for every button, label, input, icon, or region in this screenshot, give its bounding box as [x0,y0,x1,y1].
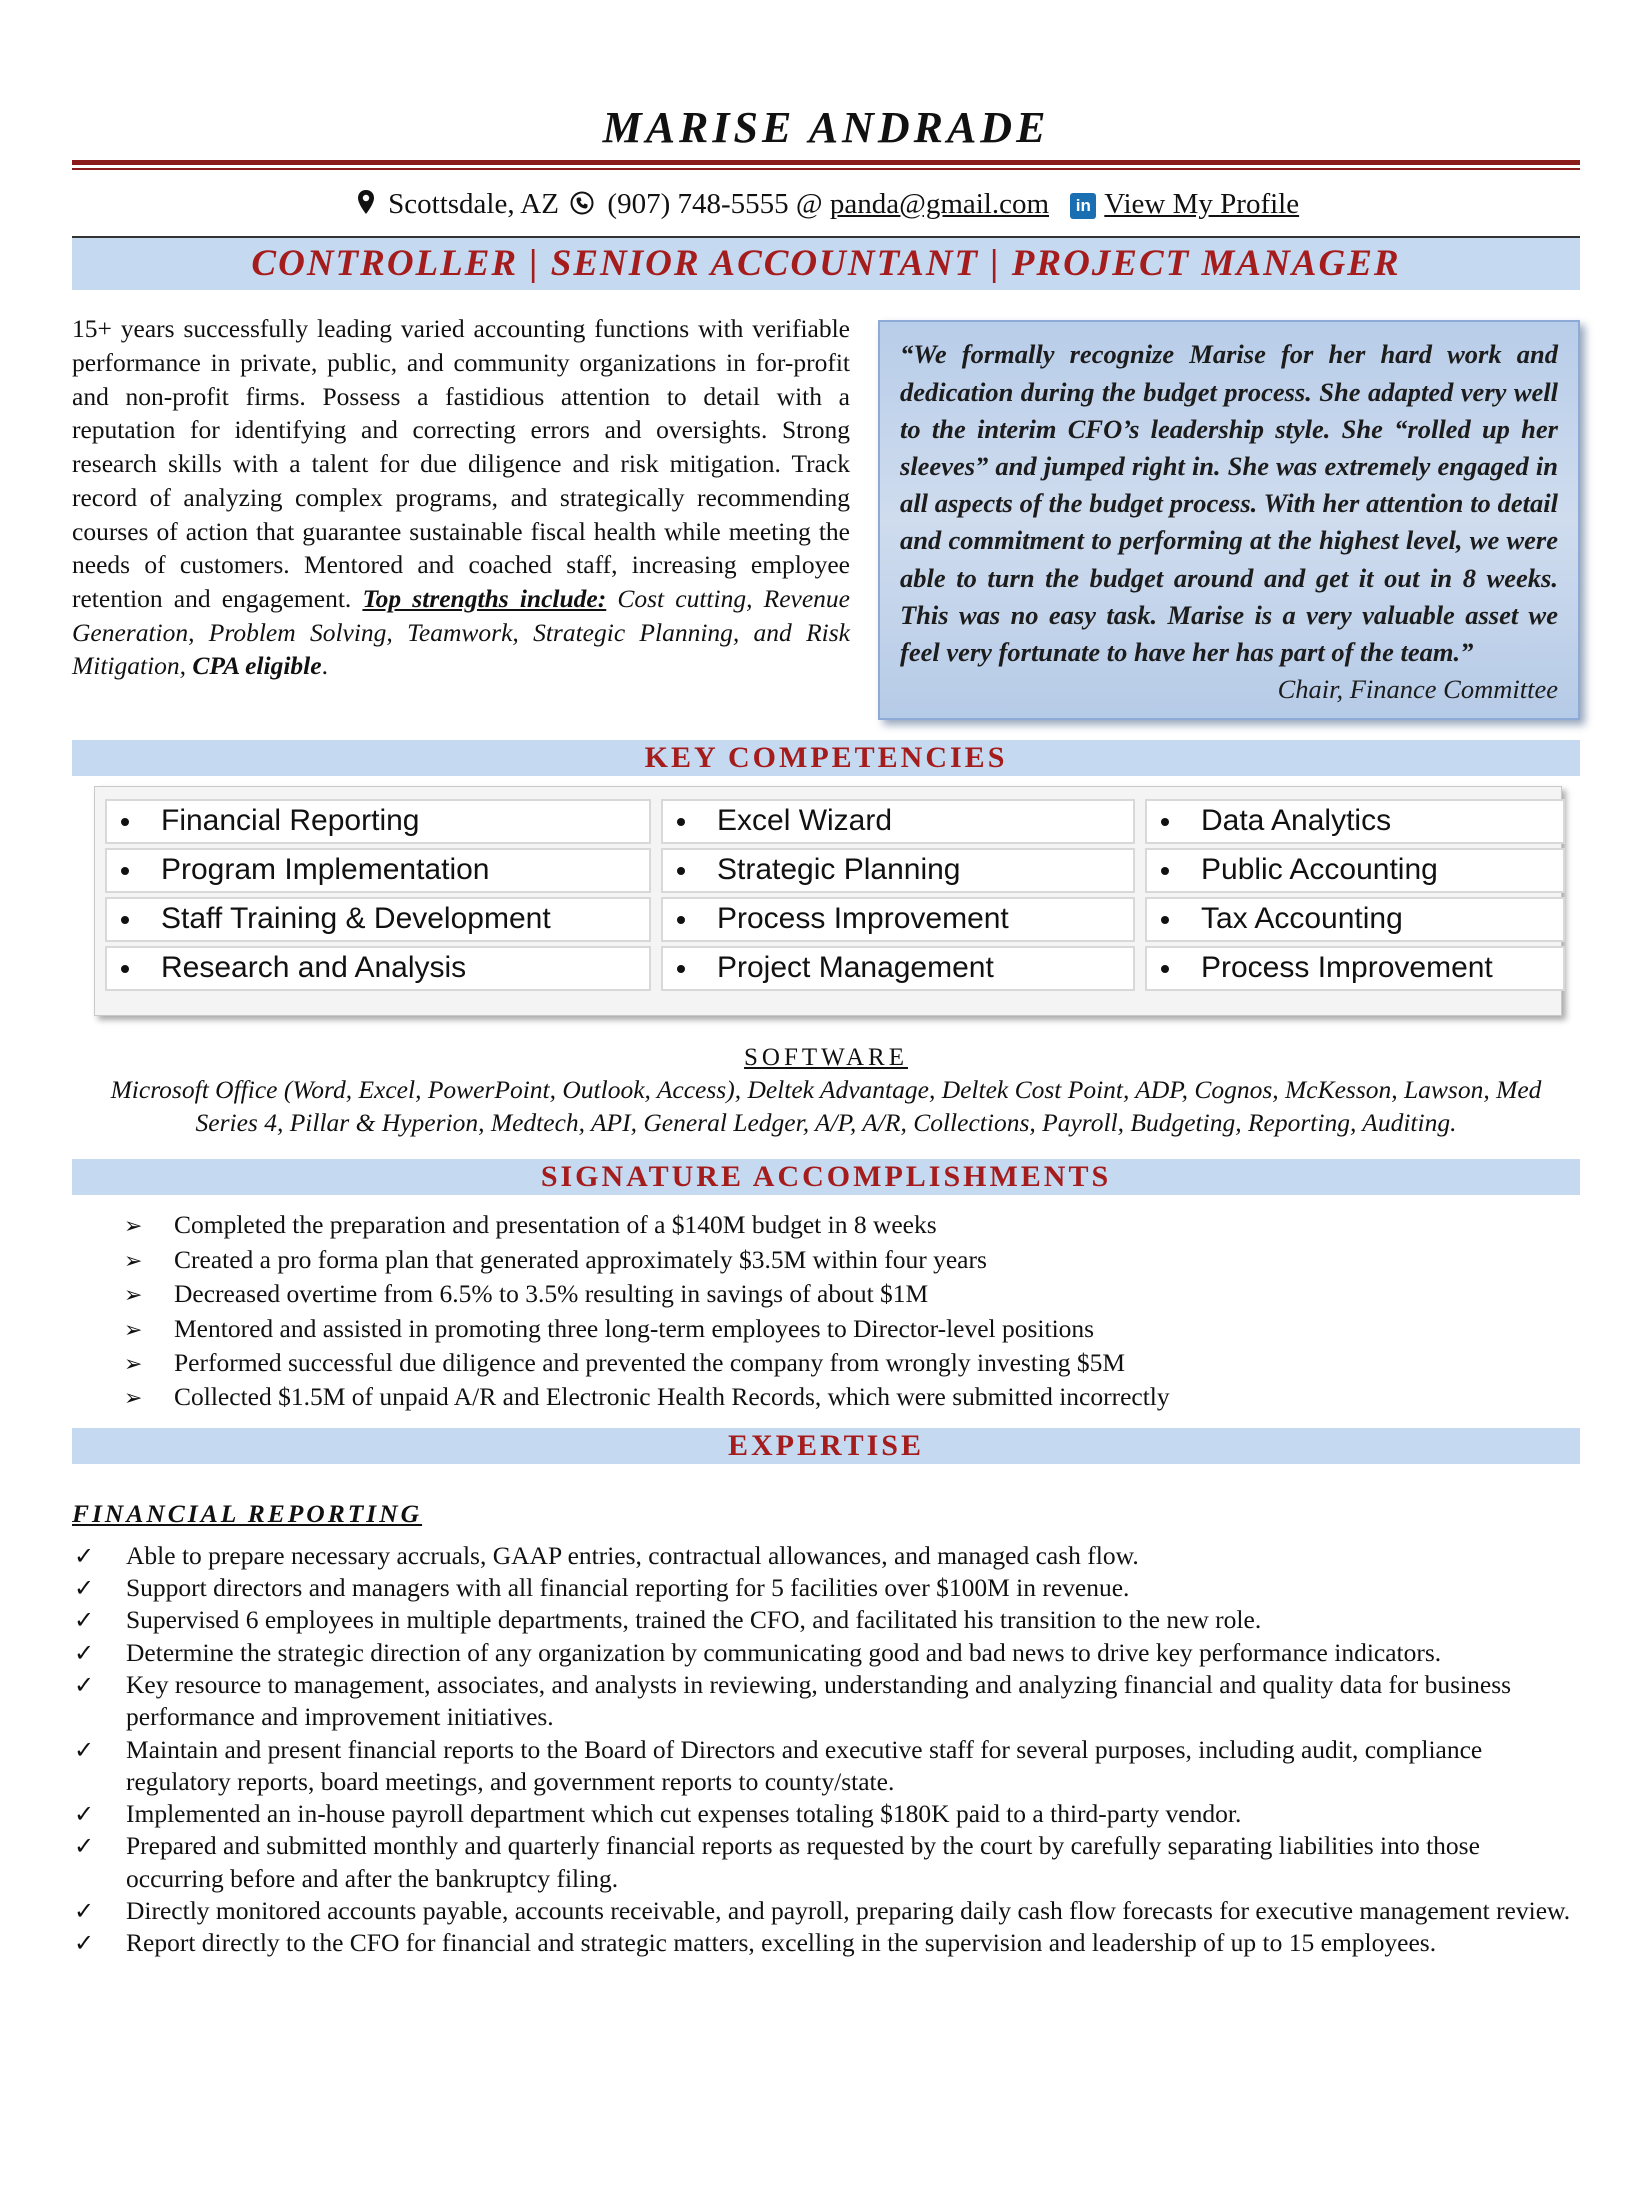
software-heading: SOFTWARE [744,1044,908,1072]
expertise-text: Prepared and submitted monthly and quarterly financial reports as requested by the court by carefully separating liabilities into those occurring before and after the bankruptcy filing. [126,1831,1480,1893]
expertise-text: Able to prepare necessary accruals, GAAP entries, contractual allowances, and managed cash flow. [126,1540,1139,1570]
arrow-bullet-icon: ➢ [124,1386,143,1412]
expertise-item [72,1734,1580,1799]
expertise-text: Support directors and managers with all financial reporting for 5 facilities over $100M in revenue. [126,1573,1130,1603]
competency-label: Excel Wizard [717,804,893,838]
expertise-list [72,1540,1580,1960]
check-icon: ✓ [74,1574,95,1603]
expertise-item [72,1798,1580,1830]
financial-reporting-subheading: FINANCIAL REPORTING [72,1498,423,1528]
bullet-dot-icon [121,916,129,924]
competency-label: Financial Reporting [161,804,420,838]
accomplishment-text: Collected $1.5M of unpaid A/R and Electronic Health Records, which were submitted incorrectly [174,1382,1170,1412]
check-icon: ✓ [74,1606,95,1635]
arrow-bullet-icon: ➢ [124,1283,143,1309]
accomplishment-item [124,1313,1580,1347]
expertise-item [72,1895,1580,1927]
expertise-text: Report directly to the CFO for financial and strategic matters, excelling in the supervision and leadership of up to 15 employees. [126,1928,1437,1958]
summary-paragraph [72,312,850,720]
check-icon: ✓ [74,1541,95,1570]
bullet-dot-icon [677,916,685,924]
expertise-item [72,1669,1580,1734]
competency-item [105,946,651,991]
strengths-list: Cost cutting, Revenue Generation, Problem Solving, Teamwork, Strategic Planning, and Risk Mitigation, [72,583,850,681]
candidate-name: MARISE ANDRADE [602,103,1050,152]
competency-item [661,897,1135,942]
expertise-item [72,1927,1580,1959]
competency-item [105,848,651,893]
check-icon: ✓ [74,1929,95,1958]
accomplishments-heading: SIGNATURE ACCOMPLISHMENTS [72,1159,1580,1195]
accomplishment-item [124,1244,1580,1278]
software-list: Microsoft Office (Word, Excel, PowerPoint, Outlook, Access), Deltek Advantage, Deltek Cost Point, ADP, Cognos, McKesson, Lawson, Med Series 4, Pillar & Hyperion, Medtech, API, General Ledger, A/P, A/R, Collections, Payroll, Budgeting, Reporting, Auditing. [110,1075,1542,1137]
summary-end: . [321,651,328,681]
expertise-text: Supervised 6 employees in multiple departments, trained the CFO, and facilitated his transition to the new role. [126,1605,1262,1635]
expertise-text: Key resource to management, associates, and analysts in reviewing, understanding and analyzing financial and quality data for business performance and improvement initiatives. [126,1669,1512,1732]
competency-label: Process Improvement [717,902,1009,936]
expertise-item [72,1572,1580,1604]
competency-label: Project Management [717,951,994,985]
header-rule-thick [72,160,1580,165]
intro-section [72,312,1580,720]
check-icon: ✓ [74,1735,95,1764]
bullet-dot-icon [1161,916,1169,924]
bullet-dot-icon [1161,867,1169,875]
header-rule-thin [72,168,1580,170]
profile-link[interactable]: View My Profile [1104,188,1300,220]
at-symbol: @ [795,188,823,220]
testimonial-quote: “We formally recognize Marise for her hard work and dedication during the budget process. She adapted very well to the interim CFO’s leadership style. She “rolled up her sleeves” and jumped right in. She was extremely engaged in all aspects of the budget process. With her attention to detail and commitment to performing at the highest level, we were able to turn the budget around and get it out in 8 weeks. This was no easy task. Marise is a very valuable asset we feel very fortunate to have her has part of the team.” [900,339,1558,667]
expertise-text: Determine the strategic direction of any organization by communicating good and bad news to drive key performance indicators. [126,1637,1442,1667]
expertise-item [72,1637,1580,1669]
testimonial-attribution: Chair, Finance Committee [1277,674,1558,705]
bullet-dot-icon [1161,818,1169,826]
competency-item [1145,799,1565,844]
accomplishment-text: Completed the preparation and presentation of a $140M budget in 8 weeks [174,1210,937,1240]
competency-item [105,897,651,942]
accomplishment-item [124,1278,1580,1312]
expertise-heading: EXPERTISE [72,1428,1580,1464]
competency-label: Tax Accounting [1201,902,1403,936]
check-icon: ✓ [74,1897,95,1926]
bullet-dot-icon [121,867,129,875]
accomplishment-text: Decreased overtime from 6.5% to 3.5% resulting in savings of about $1M [174,1279,929,1309]
arrow-bullet-icon: ➢ [124,1248,143,1274]
expertise-item [72,1540,1580,1572]
expertise-text: Directly monitored accounts payable, accounts receivable, and payroll, preparing daily cash flow forecasts for executive management review. [126,1896,1571,1926]
cpa-eligible: CPA eligible [192,651,322,681]
competency-item [1145,848,1565,893]
phone-text: (907) 748-5555 [607,188,789,220]
accomplishment-item [124,1347,1580,1381]
resume-page [72,0,1580,1960]
check-icon: ✓ [74,1670,95,1699]
competencies-grid [105,799,1551,991]
map-pin-icon [357,184,375,228]
accomplishment-text: Mentored and assisted in promoting three long-term employees to Director-level positions [174,1313,1095,1343]
competencies-table [94,786,1562,1016]
competency-label: Research and Analysis [161,951,467,985]
testimonial-box [878,320,1580,720]
bullet-dot-icon [677,867,685,875]
competency-label: Program Implementation [161,853,490,887]
bullet-dot-icon [677,965,685,973]
professional-title: CONTROLLER | SENIOR ACCOUNTANT | PROJECT MANAGER [72,236,1580,290]
expertise-text: Implemented an in-house payroll department which cut expenses totaling $180K paid to a third-party vendor. [126,1799,1242,1829]
bullet-dot-icon [677,818,685,826]
phone-icon [570,184,594,228]
competency-label: Public Accounting [1201,853,1438,887]
strengths-label: Top strengths include: [362,583,607,613]
competency-label: Data Analytics [1201,804,1392,838]
competency-item [105,799,651,844]
expertise-text: Maintain and present financial reports to the Board of Directors and executive staff for several purposes, including audit, compliance regulatory reports, board meetings, and government reports to county/state. [126,1734,1483,1796]
check-icon: ✓ [74,1832,95,1861]
competency-item [1145,897,1565,942]
location-text: Scottsdale, AZ [388,188,559,220]
arrow-bullet-icon: ➢ [124,1214,143,1240]
email-link[interactable]: panda@gmail.com [829,188,1050,220]
bullet-dot-icon [1161,965,1169,973]
competency-item [1145,946,1565,991]
arrow-bullet-icon: ➢ [124,1317,143,1343]
competency-label: Staff Training & Development [161,902,551,936]
bullet-dot-icon [121,965,129,973]
contact-line [72,182,1580,228]
accomplishment-item [124,1209,1580,1243]
expertise-item [72,1604,1580,1636]
competencies-heading: KEY COMPETENCIES [72,740,1580,776]
accomplishment-text: Created a pro forma plan that generated approximately $3.5M within four years [174,1244,987,1274]
competency-item [661,799,1135,844]
expertise-item [72,1830,1580,1895]
competency-label: Strategic Planning [717,853,961,887]
competency-item [661,946,1135,991]
accomplishment-text: Performed successful due diligence and prevented the company from wrongly investing $5M [174,1347,1126,1377]
linkedin-icon[interactable]: in [1070,193,1096,219]
competency-label: Process Improvement [1201,951,1493,985]
check-icon: ✓ [74,1638,95,1667]
accomplishments-list [124,1209,1580,1415]
arrow-bullet-icon: ➢ [124,1351,143,1377]
competency-item [661,848,1135,893]
check-icon: ✓ [74,1800,95,1829]
bullet-dot-icon [121,818,129,826]
accomplishment-item [124,1381,1580,1415]
summary-text: 15+ years successfully leading varied accounting functions with verifiable performance in private, public, and community organizations in for-profit and non-profit firms. Possess a fastidious attention to detail with a reputation for identifying and correcting errors and oversights. Strong research skills with a talent for due diligence and risk mitigation. Track record of analyzing complex programs, and strategically recommending courses of action that guarantee sustainable fiscal health while meeting the needs of customers. Mentored and coached staff, increasing employee retention and engagement. [72,314,850,613]
